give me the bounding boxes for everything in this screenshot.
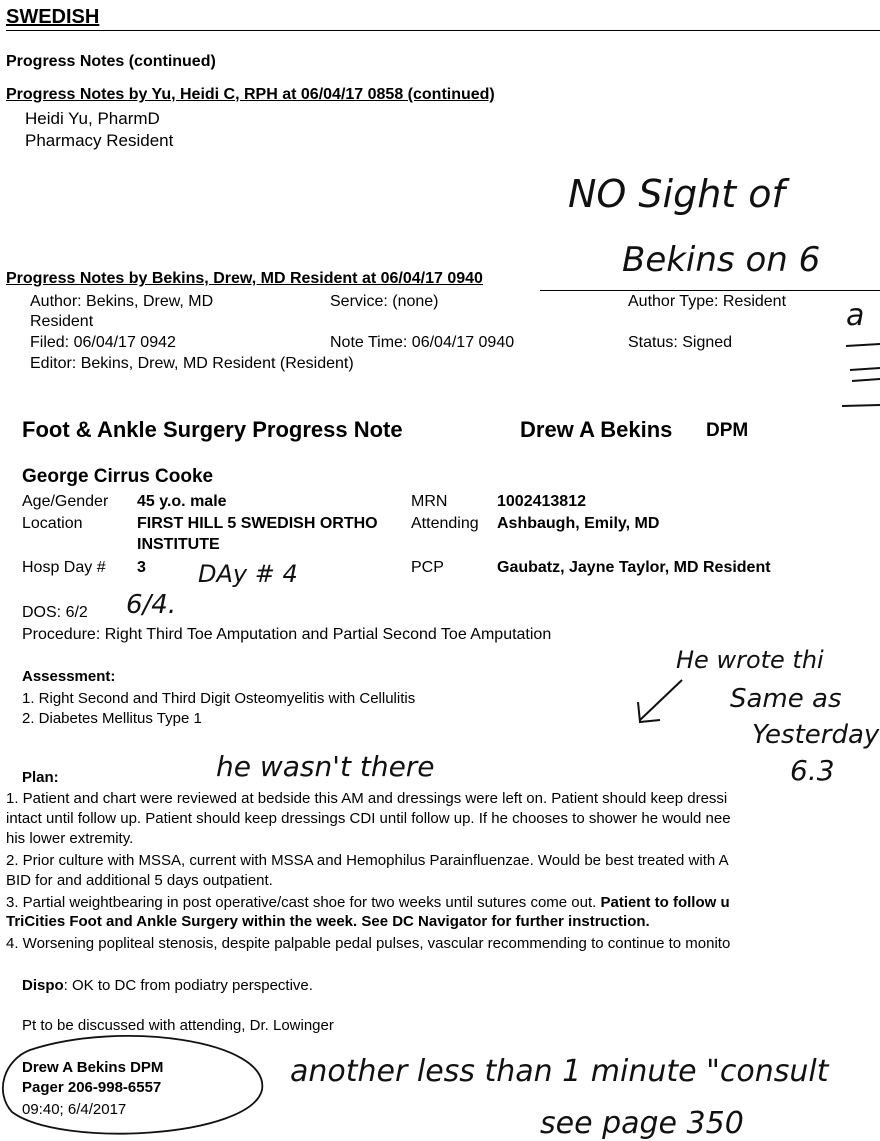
note-service: Service: (none)	[330, 293, 439, 310]
plan-line: 2. Prior culture with MSSA, current with MSSA and Hemophilus Parainfluenzae. Would be best treated with A	[6, 852, 729, 869]
plan-line: intact until follow up. Patient should keep dressings CDI until follow up. If he chooses to shower he would nee	[6, 810, 731, 827]
provider-credential: DPM	[706, 420, 749, 441]
handwritten-dash	[852, 379, 880, 381]
surgery-heading: Foot & Ankle Surgery Progress Note	[22, 417, 403, 442]
signer-name: Heidi Yu, PharmD	[25, 109, 160, 128]
handwritten-note: Same as	[730, 684, 842, 714]
signature-name: Drew A Bekins DPM	[22, 1059, 164, 1076]
signer-role: Pharmacy Resident	[25, 131, 174, 150]
discuss-note: Pt to be discussed with attending, Dr. Lowinger	[22, 1017, 334, 1034]
plan3-bold: Patient to follow u	[600, 894, 730, 911]
handwritten-note: Yesterday	[752, 720, 880, 750]
handwritten-note: 6.3	[790, 754, 835, 787]
brand-header: SWEDISH	[6, 6, 100, 28]
handwritten-note: a	[846, 298, 865, 333]
note-author-cont: Resident	[30, 313, 94, 330]
pcp-label: PCP	[411, 559, 444, 576]
handwritten-note: he wasn't there	[216, 750, 435, 783]
procedure: Procedure: Right Third Toe Amputation and Partial Second Toe Amputation	[22, 626, 552, 643]
handwritten-note: He wrote thi	[676, 646, 824, 674]
handwritten-dash	[850, 368, 880, 370]
pcp-value: Gaubatz, Jayne Taylor, MD Resident	[497, 559, 771, 576]
mrn-value: 1002413812	[497, 493, 586, 510]
plan-line: 4. Worsening popliteal stenosis, despite palpable pedal pulses, vascular recommending to continue to monito	[6, 935, 731, 952]
handwritten-note: see page 350	[540, 1106, 744, 1141]
dos: DOS: 6/2	[22, 604, 88, 621]
handwritten-day-note: DAy # 4	[198, 560, 298, 588]
dispo-text: : OK to DC from podiatry perspective.	[63, 977, 313, 994]
note2-rule	[540, 290, 880, 291]
age-value: 45 y.o. male	[137, 493, 227, 510]
note-author-type: Author Type: Resident	[628, 293, 787, 310]
note-author: Author: Bekins, Drew, MD	[30, 293, 214, 310]
assessment-item: 2. Diabetes Mellitus Type 1	[22, 710, 202, 727]
plan-line-bold: TriCities Foot and Ankle Surgery within the week. See DC Navigator for further instruction.	[6, 913, 650, 930]
section-title: Progress Notes (continued)	[6, 53, 216, 70]
note1-title: Progress Notes by Yu, Heidi C, RPH at 06/04/17 0858 (continued)	[6, 86, 495, 103]
handwritten-note: Bekins on 6	[622, 240, 821, 280]
hosp-day-value: 3	[137, 559, 146, 576]
handwritten-dash	[846, 344, 880, 346]
plan-line: 1. Patient and chart were reviewed at bedside this AM and dressings were left on. Patient should keep dressi	[6, 790, 728, 807]
note-time: Note Time: 06/04/17 0940	[330, 334, 515, 351]
signature-time: 09:40; 6/4/2017	[22, 1101, 127, 1118]
attending-label: Attending	[411, 515, 479, 532]
provider-name: Drew A Bekins	[520, 417, 673, 442]
handwritten-note: NO Sight of	[568, 172, 785, 216]
handwritten-note: another less than 1 minute "consult	[290, 1054, 829, 1089]
note2-title: Progress Notes by Bekins, Drew, MD Resident at 06/04/17 0940	[6, 270, 483, 287]
header-rule	[6, 30, 880, 31]
assessment-heading: Assessment:	[22, 668, 116, 685]
hosp-day-label: Hosp Day #	[22, 559, 106, 576]
dispo	[22, 977, 313, 994]
handwritten-arrowhead	[638, 702, 660, 722]
location-label: Location	[22, 515, 83, 532]
note-filed: Filed: 06/04/17 0942	[30, 334, 176, 351]
mrn-label: MRN	[411, 493, 448, 510]
patient-name: George Cirrus Cooke	[22, 466, 214, 487]
plan-line: BID for and additional 5 days outpatient.	[6, 872, 273, 889]
age-label: Age/Gender	[22, 493, 109, 510]
signature-pager: Pager 206-998-6557	[22, 1079, 162, 1096]
plan-heading: Plan:	[22, 769, 59, 786]
handwritten-arrow	[640, 680, 682, 720]
handwritten-dash	[842, 405, 880, 406]
note-editor: Editor: Bekins, Drew, MD Resident (Resident)	[30, 355, 354, 372]
assessment-item: 1. Right Second and Third Digit Osteomyelitis with Cellulitis	[22, 690, 416, 707]
attending-value: Ashbaugh, Emily, MD	[497, 515, 660, 532]
handwritten-dos-note: 6/4.	[126, 590, 177, 620]
plan-line	[6, 894, 730, 911]
dispo-label: Dispo	[22, 977, 64, 994]
location-value-cont: INSTITUTE	[137, 536, 220, 553]
plan3-text: 3. Partial weightbearing in post operative/cast shoe for two weeks until sutures come out.	[6, 894, 597, 911]
note-status: Status: Signed	[628, 334, 733, 351]
plan-line: his lower extremity.	[6, 830, 134, 847]
location-value: FIRST HILL 5 SWEDISH ORTHO	[137, 515, 378, 532]
